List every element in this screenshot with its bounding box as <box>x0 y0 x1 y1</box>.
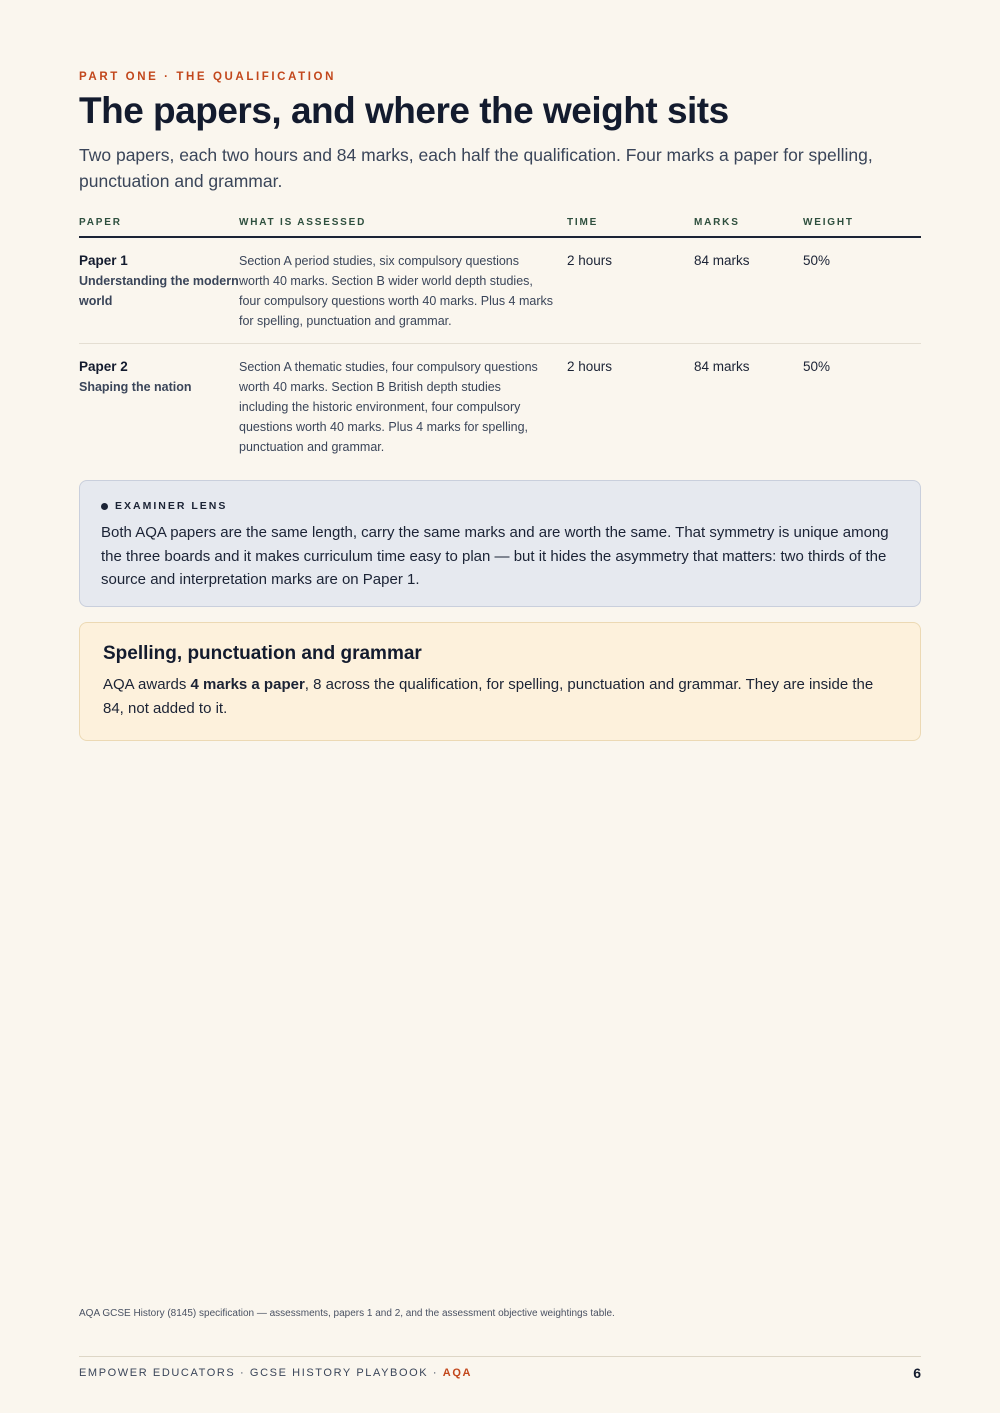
papers-table <box>79 214 921 469</box>
table-row <box>79 344 921 469</box>
examiner-lens-callout <box>79 480 921 607</box>
header-time: TIME <box>567 217 599 228</box>
header-marks: MARKS <box>694 217 740 228</box>
footer-running-title <box>79 1367 472 1379</box>
page-title: The papers, and where the weight sits <box>79 90 729 131</box>
paper-name: Paper 2 <box>79 359 128 374</box>
examiner-lens-label-text: EXAMINER LENS <box>115 500 228 512</box>
paper-cell <box>79 251 239 331</box>
assessed-cell: Section A thematic studies, four compulsory questions worth 40 marks. Section B British depth studies including the historic environment, four compulsory questions worth 40 marks. Plus 4 marks for spelling, punctuation and grammar. <box>239 360 538 454</box>
weight-cell: 50% <box>803 253 831 268</box>
header-paper: PAPER <box>79 217 122 228</box>
weight-cell: 50% <box>803 359 831 374</box>
spag-text <box>103 673 897 720</box>
examiner-lens-label <box>101 499 899 513</box>
page <box>79 0 921 1413</box>
section-eyebrow: PART ONE · THE QUALIFICATION <box>79 71 337 83</box>
source-note: AQA GCSE History (8145) specification — assessments, papers 1 and 2, and the assessment objective weightings table. <box>79 1308 615 1319</box>
spag-callout <box>79 622 921 741</box>
spag-text-before: AQA awards <box>103 676 191 693</box>
spag-text-bold: 4 marks a paper <box>190 676 305 693</box>
time-cell: 2 hours <box>567 359 613 374</box>
footer-title: EMPOWER EDUCATORS · GCSE HISTORY PLAYBOOK · <box>79 1367 443 1379</box>
paper-cell <box>79 357 239 457</box>
time-cell: 2 hours <box>567 253 613 268</box>
paper-name: Paper 1 <box>79 253 128 268</box>
spag-text-after: , 8 across the qualification, for spelling, punctuation and grammar. They are inside the 84, not added to it. <box>103 676 874 717</box>
header-weight: WEIGHT <box>803 217 854 228</box>
marks-cell: 84 marks <box>694 253 750 268</box>
bullet-dot-icon <box>101 503 108 510</box>
footer-divider <box>79 1356 921 1357</box>
page-number: 6 <box>913 1365 921 1381</box>
header-assessed: WHAT IS ASSESSED <box>239 217 367 228</box>
footer-board: AQA <box>442 1367 473 1379</box>
spag-title: Spelling, punctuation and grammar <box>103 643 422 664</box>
table-header <box>79 214 921 238</box>
assessed-cell: Section A period studies, six compulsory questions worth 40 marks. Section B wider world depth studies, four compulsory questions worth 40 marks. Plus 4 marks for spelling, punctuation and grammar. <box>239 254 554 328</box>
page-lede: Two papers, each two hours and 84 marks, each half the qualification. Four marks a paper for spelling, punctuation and grammar. <box>79 145 873 191</box>
examiner-lens-text: Both AQA papers are the same length, carry the same marks and are worth the same. That symmetry is unique among the three boards and it makes curriculum time easy to plan — but it hides the asymmetry that matters: two thirds of the source and interpretation marks are on Paper 1. <box>101 524 889 588</box>
paper-subtitle: Understanding the modern world <box>79 274 239 308</box>
paper-subtitle: Shaping the nation <box>79 380 192 394</box>
table-row <box>79 238 921 344</box>
marks-cell: 84 marks <box>694 359 750 374</box>
